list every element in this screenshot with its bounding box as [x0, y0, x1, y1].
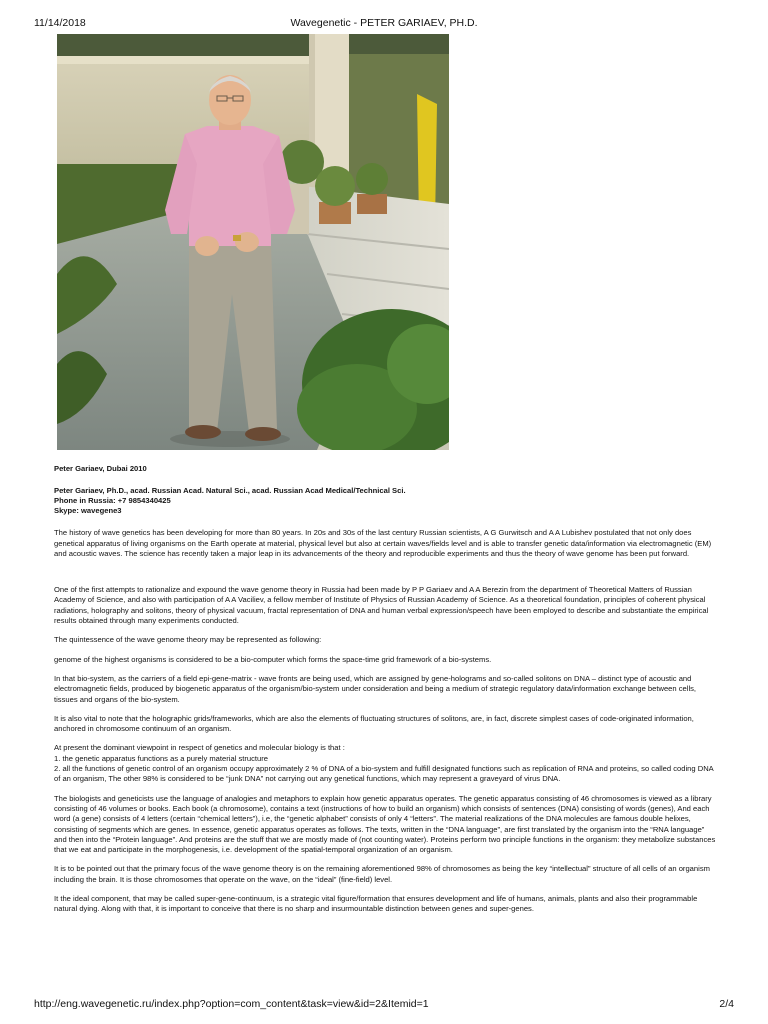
credentials-skype: Skype: wavegene3	[54, 506, 122, 516]
print-url: http://eng.wavegenetic.ru/index.php?option=com_content&task=view&id=2&Itemid=1	[34, 998, 429, 1010]
viewpoint-item-1: 1. the genetic apparatus functions as a purely material structure	[54, 753, 269, 763]
viewpoint-item-2: 2. all the functions of genetic control of an organism occupy approximately 2 % of DNA of a bio-system and fulfill designated functions such as replication of RNA and proteins, so called coding DNA of an organism, The other 98% is considered to be “junk DNA” not carrying out any genetical functions, which may represent a graveyard of virus DNA.	[54, 764, 714, 784]
paragraph-holographic-grids: It is also vital to note that the holographic grids/frameworks, which are also the elements of fluctuating structures of solitons, are, in fact, discrete simplest cases of code-originated information, anchored in chromosome continuum of an organism.	[54, 713, 694, 734]
paragraph-epi-gene-matrix: In that bio-system, as the carriers of a field epi-gene-matrix - wave fronts are being used, which are assigned by gene-holograms and so-called solitons on DNA – distinct type of acoustic and electromagnetic fields, produced by biogenetic apparatus of the organism/bio-system under consideration and being a medium of strategic regulatory data/information exchange between cells, tissues and organs of the bio-system.	[54, 673, 697, 704]
photo-caption: Peter Gariaev, Dubai 2010	[54, 464, 147, 473]
paragraph-dominant-viewpoint	[54, 743, 716, 784]
paragraph-super-gene-continuum: It the ideal component, that may be called super-gene-continuum, is a strategic vital figure/formation that ensures development and life of humans, animals, plants and also their programmable natural dying. Along with that, it is important to conceive that there is no sharp and insurmountable distinction between genes and super-genes.	[54, 894, 698, 914]
portrait-photo	[57, 34, 449, 450]
article-content	[54, 464, 716, 924]
paragraph-first-attempts: One of the first attempts to rationalize and expound the wave genome theory in Russia had been made by P P Gariaev and A A Berezin from the department of Theoretical Matters of Russian Academy of Science, and also with participation of A A Vaciliev, a fellow member of Institute of Physics of Russian Academy of Science. As a theoretical foundation, principles of coherent physical radiations, holography and solitons, theory of physical vacuum, fractal representation of DNA and human verbal expression/speech have been employed to describe and substantiate the empirical results obtained through many experiments conducted.	[54, 585, 709, 626]
paragraph-bio-computer: genome of the highest organisms is considered to be a bio-computer which forms the space-time grid framework of a bio-systems.	[54, 654, 492, 664]
print-page-title: Wavegenetic - PETER GARIAEV, PH.D.	[290, 17, 478, 29]
author-credentials	[54, 486, 716, 516]
paragraph-analogies: The biologists and geneticists use the language of analogies and metaphors to explain how genetic apparatus operates. The genetic apparatus consisting of 46 chromosomes is viewed as a library consisting of 46 volumes or books. Each book (a chromosome), contains a text (instructions of how to build an organism) which consists of sentences (DNA) consisting of words (genes), And each word (a gene) consists of 4 letters (certain “chemical letters”), i.e, the “genetic alphabet” consists of only 4 “letters”. The material realizations of the DNA molecules are famous double helixes, consisting of segments which are genes. In essence, genetic apparatus operates as follows. The texts, written in the “DNA language”, are first translated by the organism into the “RNA language” and then into the “Protein language”. And proteins are the stuff that we are mostly made of (not counting water). Proteins perform two principle functions in the organism: they metabolize substances that we eat and participate in the morphogenesis, i.e. development of the spatial-temporal organization of an organism.	[54, 793, 716, 855]
credentials-title: Peter Gariaev, Ph.D., acad. Russian Acad. Natural Sci., acad. Russian Acad Medical/Technical Sci.	[54, 486, 406, 496]
paragraph-primary-focus: It is to be pointed out that the primary focus of the wave genome theory is on the remaining aforementioned 98% of chromosomes as being the key “intellectual” structure of all cells of an organism including the brain. It is those chromosomes that operate on the wave, on the “ideal” (fine-field) level.	[54, 864, 710, 884]
viewpoint-intro: At present the dominant viewpoint in respect of genetics and molecular biology is that :	[54, 743, 345, 753]
paragraph-quintessence: The quintessence of the wave genome theory may be represented as following:	[54, 635, 322, 645]
print-header	[34, 17, 734, 31]
print-page-number: 2/4	[719, 998, 734, 1010]
portrait-photo-icon	[57, 34, 449, 450]
print-footer	[34, 998, 734, 1012]
credentials-phone: Phone in Russia: +7 9854340425	[54, 496, 171, 506]
paragraph-history: The history of wave genetics has been developing for more than 80 years. In 20s and 30s of the last century Russian scientists, A G Gurwitsch and A A Lubishev postulated that not only does genetical apparatus of living organisms on the Earth operate at material, physical level but also at certain waves/fields level and is able to transfer genetic data/information via electromagnetic (EM) and acoustic waves. The science has recently taken a major leap in its advancements of the theory and reproducible experiments and thus the theory of wave genome has been put forward.	[54, 528, 712, 558]
print-date: 11/14/2018	[34, 17, 86, 29]
